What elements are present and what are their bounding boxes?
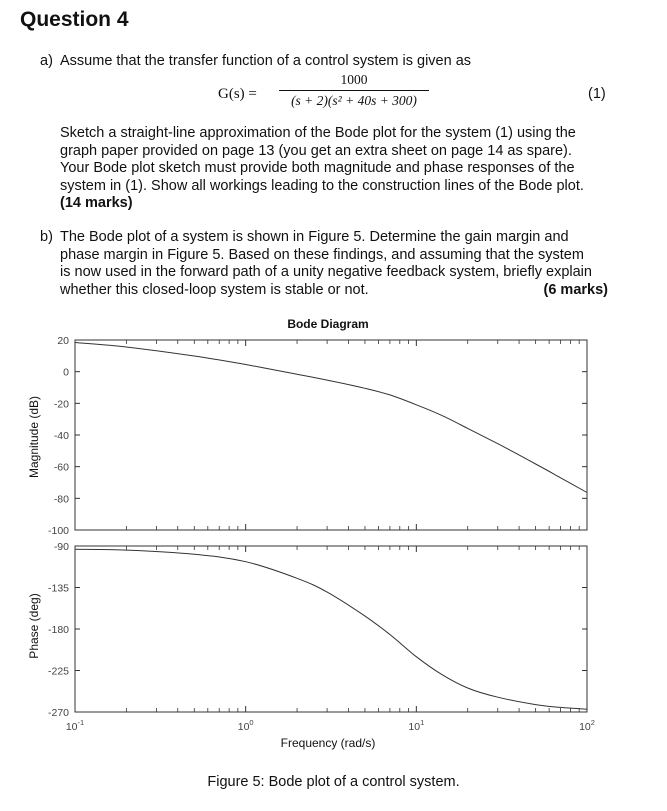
magnitude-frame	[75, 340, 587, 530]
phase-panel	[48, 541, 587, 719]
magnitude-ytick-label: 20	[57, 335, 69, 347]
equation-lhs: G(s) =	[218, 86, 257, 102]
part-a-line: Sketch a straight-line approximation of the Bode plot for the system (1) using the	[60, 125, 576, 141]
x-tick-label: $10^1$	[408, 718, 425, 733]
magnitude-ylabel: Magnitude (dB)	[27, 395, 41, 479]
equation-reference: (1)	[588, 86, 606, 102]
phase-frame	[75, 546, 587, 712]
x-tick-exponent: 1	[420, 718, 425, 727]
phase-ytick-label: -180	[47, 624, 69, 636]
magnitude-ytick-label: -80	[53, 493, 69, 506]
magnitude-panel	[48, 335, 587, 537]
phase-curve	[75, 549, 587, 709]
part-b-line: The Bode plot of a system is shown in Figure 5. Determine the gain margin and	[60, 229, 569, 245]
x-tick-exponent: -1	[77, 718, 85, 727]
magnitude-ytick-label: -40	[53, 430, 69, 442]
figure-caption: Figure 5: Bode plot of a control system.	[207, 774, 460, 790]
part-a-marks: (14 marks)	[60, 195, 133, 211]
magnitude-ytick-label: -60	[53, 461, 69, 474]
question-title: Question 4	[20, 8, 129, 31]
x-axis-label: Frequency (rad/s)	[280, 736, 376, 750]
part-b-line: is now used in the forward path of a unity negative feedback system, briefly explain	[60, 264, 592, 280]
equation-denominator: (s + 2)(s² + 40s + 300)	[291, 93, 417, 108]
part-a-line: Your Bode plot sketch must provide both magnitude and phase responses of the	[60, 160, 575, 176]
x-tick-label: $10^2$	[579, 718, 595, 733]
phase-ytick-label: -90	[53, 541, 69, 553]
phase-ytick-label: -270	[47, 707, 69, 719]
equation-numerator: 1000	[340, 72, 368, 87]
part-a-line: graph paper provided on page 13 (you get an extra sheet on page 14 as spare).	[60, 142, 572, 159]
magnitude-ytick-label: 0	[63, 366, 69, 379]
chart-title: Bode Diagram	[287, 317, 369, 331]
x-tick-exponent: 0	[249, 718, 254, 727]
part-b-line: phase margin in Figure 5. Based on these findings, and assuming that the system	[60, 246, 584, 263]
part-a-label: a)	[40, 53, 53, 69]
phase-ylabel: Phase (deg)	[27, 593, 41, 659]
part-b-label: b)	[40, 229, 53, 245]
x-tick-exponent: 2	[590, 718, 595, 727]
magnitude-curve	[75, 343, 587, 493]
magnitude-ytick-label: -20	[53, 398, 69, 411]
frequency-axis	[66, 718, 595, 733]
part-a-intro: Assume that the transfer function of a control system is given as	[60, 53, 472, 69]
magnitude-ytick-label: -100	[47, 525, 69, 537]
phase-ytick-label: -225	[47, 665, 69, 678]
part-a-line: system in (1). Show all workings leading to the construction lines of the Bode plot.	[60, 177, 584, 194]
x-tick-label: $10^0$	[237, 718, 254, 733]
x-tick-label: $10^{-1}$	[65, 718, 85, 733]
phase-ytick-label: -135	[47, 582, 69, 595]
part-b-line: whether this closed-loop system is stable or not.	[60, 281, 369, 298]
part-b-marks: (6 marks)	[543, 281, 608, 298]
